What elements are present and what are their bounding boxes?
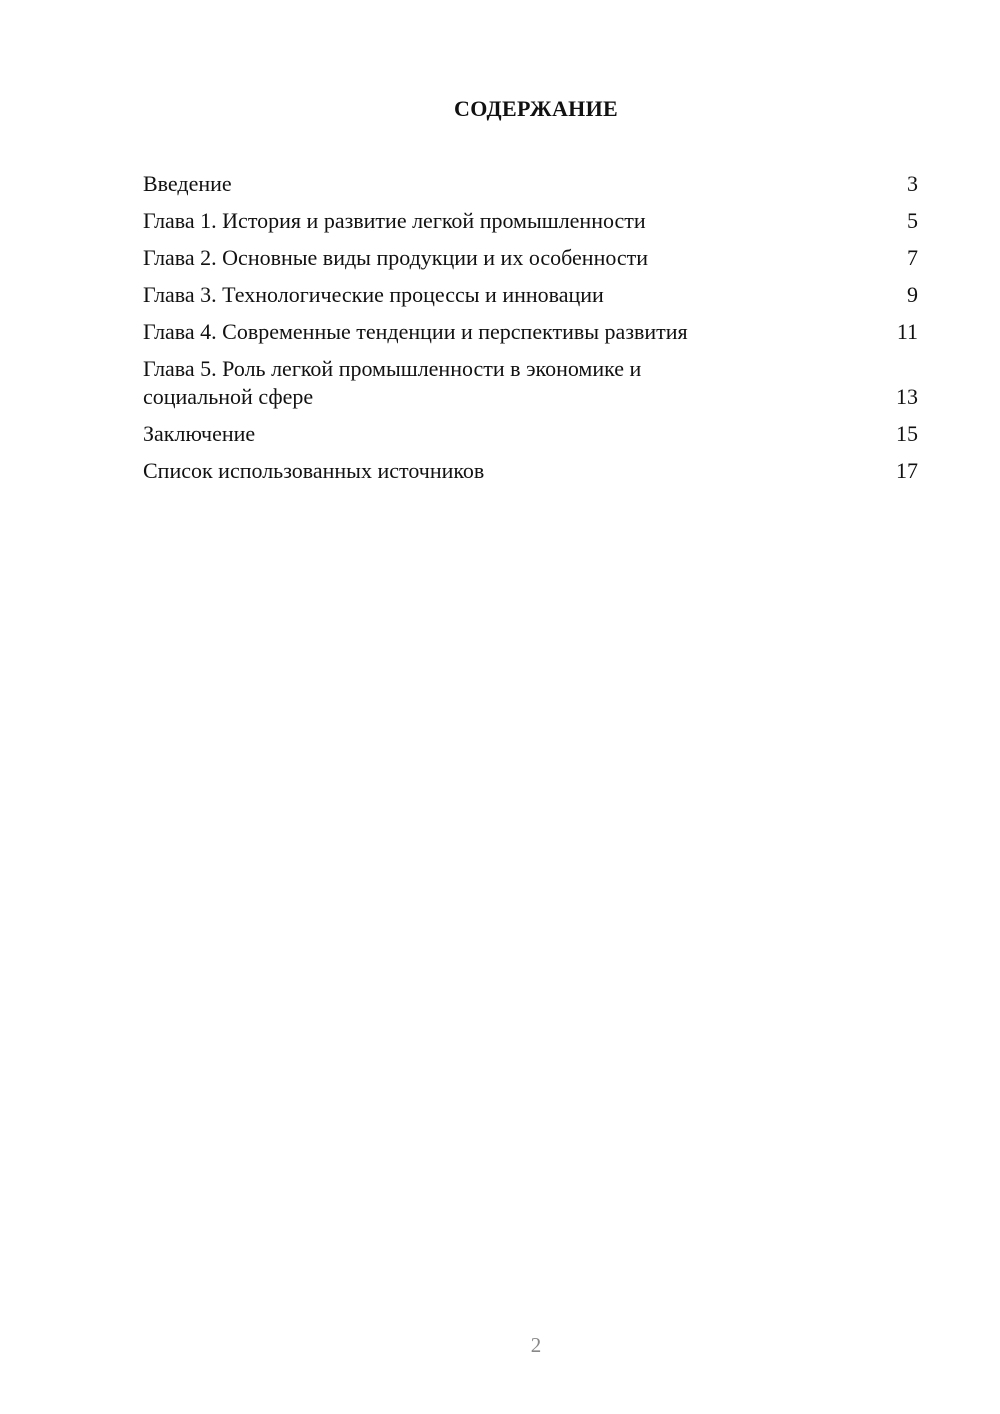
- toc-entry-text: Глава 3. Технологические процессы и инновации: [143, 282, 604, 307]
- toc-entry-page: 7: [907, 245, 918, 270]
- toc-entry-page: 3: [907, 171, 918, 196]
- toc-entry[interactable]: [143, 170, 918, 198]
- toc-entry-page: 9: [907, 282, 918, 307]
- toc-entry[interactable]: [143, 244, 918, 272]
- toc-entry-text: Заключение: [143, 421, 256, 446]
- toc-entry-page: 5: [907, 208, 918, 233]
- toc-entry-text: Глава 1. История и развитие легкой промышленности: [143, 208, 646, 233]
- toc-entry-text: Список использованных источников: [143, 458, 485, 483]
- toc-entry[interactable]: [143, 355, 918, 411]
- toc-entry-text: Глава 5. Роль легкой промышленности в экономике и социальной сфере: [143, 356, 642, 409]
- toc-entry-page: 15: [896, 421, 918, 446]
- toc-entry[interactable]: [143, 207, 918, 235]
- toc-entry[interactable]: [143, 318, 918, 346]
- page-title: СОДЕРЖАНИЕ: [454, 96, 618, 121]
- table-of-contents: [143, 170, 918, 494]
- toc-entry-text: Глава 4. Современные тенденции и перспективы развития: [143, 319, 688, 344]
- toc-entry-page: 11: [896, 319, 918, 344]
- toc-entry-page: 17: [896, 458, 918, 483]
- toc-entry[interactable]: [143, 420, 918, 448]
- toc-entry-text: Глава 2. Основные виды продукции и их особенности: [143, 245, 649, 270]
- toc-entry[interactable]: [143, 281, 918, 309]
- toc-entry-page: 13: [896, 384, 918, 409]
- page-number: 2: [530, 1333, 542, 1357]
- toc-entry[interactable]: [143, 457, 918, 485]
- toc-entry-text: Введение: [143, 171, 232, 196]
